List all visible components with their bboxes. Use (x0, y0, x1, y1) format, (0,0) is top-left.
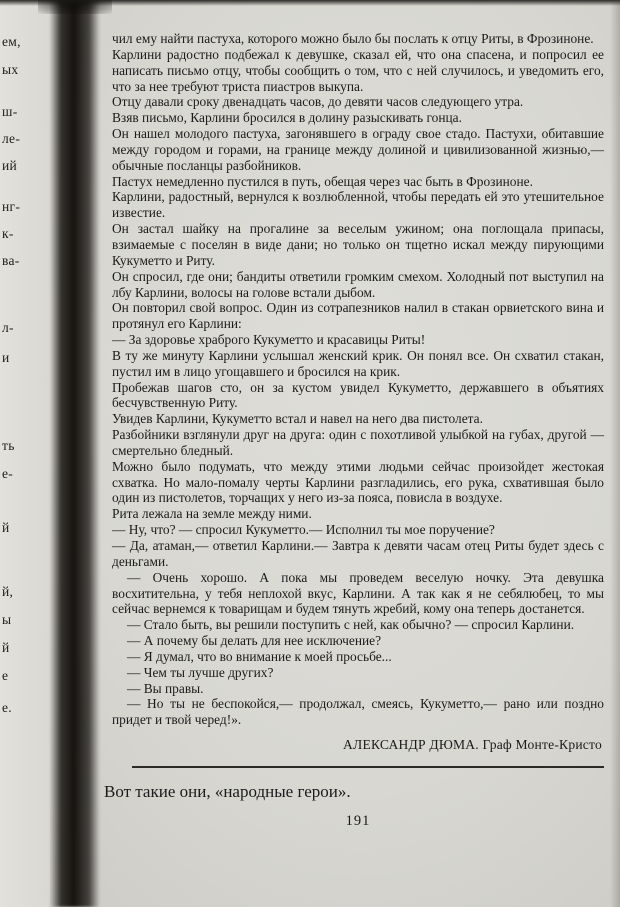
margin-fragments (0, 0, 50, 907)
paragraph: Рита лежала на земле между ними. (112, 506, 312, 522)
paragraph: — За здоровье храброго Кукуметто и красавицы Риты! (112, 332, 426, 348)
scan-top-edge (0, 0, 620, 6)
margin-fragment: е. (2, 700, 12, 715)
paragraph: Отцу давали сроку двенадцать часов, до девяти часов следующего утра. (112, 94, 524, 110)
paragraph: Он повторил свой вопрос. Один из сотрапезников налил в стакан орвиетского вина и протянул его Карлини: (112, 300, 604, 332)
paragraph: — Очень хорошо. А пока мы проведем веселую ночку. Эта девушка восхитительна, у тебя неплохой вкус, Карлини. А так как я не себялюбец, то мы сейчас вернемся к товарищам и будем тянуть жребий, кому она теперь достанется. (112, 569, 604, 617)
margin-fragment: е- (2, 466, 14, 481)
paragraph: Карлини, радостный, вернулся к возлюбленной, чтобы передать ей это утешительное известие. (112, 189, 604, 221)
paragraph: — Я думал, что во внимание к моей просьбе... (127, 648, 392, 664)
paragraph: Разбойники взглянули друг на друга: один с похотливой улыбкой на губах, другой — смертельно бледный. (112, 427, 604, 458)
paragraph: Пробежав шагов сто, он за кустом увидел Кукуметто, державшего в объятиях бесчувственную Риту. (112, 379, 604, 411)
paragraph: Карлини радостно подбежал к девушке, сказал ей, что она спасена, и попросил ее написать письмо отцу, чтобы сообщить о том, что с ней случилось, и уведомить его, что за нее требуют триста пиастров выкупа. (112, 46, 604, 94)
paragraph: — Да, атаман,— ответил Карлини.— Завтра к девяти часам отец Риты будет здесь с деньгами. (112, 538, 604, 569)
scan-right-edge (610, 0, 620, 907)
page-number: 191 (345, 813, 371, 830)
margin-fragment: нг- (2, 199, 21, 214)
margin-fragment: ть (2, 438, 15, 453)
closing-sentence: Вот такие они, «народные герои». (104, 782, 351, 802)
margin-fragment: ле- (2, 131, 21, 146)
attribution-line: АЛЕКСАНДР ДЮМА. Граф Монте-Кристо (343, 737, 602, 753)
margin-fragment: й, (2, 584, 14, 599)
paragraph: Увидев Карлини, Кукуметто встал и навел на него два пистолета. (112, 411, 483, 427)
margin-fragment: л- (2, 320, 14, 335)
paragraph: — Вы правы. (127, 680, 204, 696)
paragraph: — Но ты не беспокойся,— продолжал, смеясь, Кукуметто,— рано или поздно придет и твой черед!». (112, 696, 604, 728)
margin-fragment: ы (2, 612, 12, 627)
paragraph: Он нашел молодого пастуха, загонявшего в ограду свое стадо. Пастухи, обитавшие между городом и горами, на границе между долиной и цивилизованной жизнью,— обычные посланцы разбойников. (112, 126, 604, 173)
section-divider (132, 766, 604, 768)
page-body (104, 31, 604, 830)
margin-fragment: ш- (2, 104, 18, 119)
margin-fragment: ва- (2, 253, 20, 268)
paragraph: — Ну, что? — спросил Кукуметто.— Исполнил ты мое поручение? (112, 522, 495, 538)
paragraph: — Чем ты лучше других? (127, 664, 274, 680)
margin-fragment: е (2, 668, 9, 683)
paragraph: чил ему найти пастуха, которого можно было бы послать к отцу Риты, в Фрозиноне. (112, 31, 594, 46)
paragraph: — А почему бы делать для нее исключение? (127, 633, 382, 649)
margin-fragment: ий (2, 158, 18, 173)
book-gutter-shadow (50, 0, 100, 907)
margin-fragment: й (2, 640, 10, 655)
margin-fragment: ых (2, 62, 19, 77)
paragraph: Можно было подумать, что между этими людьми сейчас произойдет жестокая схватка. Но мало-помалу черты Карлини разгладились, его рука, схватившая было один из пистолетов, торчащих у него из-за пояса, повисла в воздухе. (112, 458, 604, 506)
paragraph: Он спросил, где они; бандиты ответили громким смехом. Холодный пот выступил на лбу Карлини, волосы на голове встали дыбом. (112, 268, 604, 300)
margin-fragment: к- (2, 226, 14, 241)
margin-fragment: й (2, 520, 10, 535)
paragraph: Он застал шайку на прогалине за веселым ужином; она поглощала припасы, взимаемые с поселян в виде дани; но только он тщетно искал между пирующими Кукуметто и Риту. (112, 221, 604, 268)
paragraph: Пастух немедленно пустился в путь, обещая через час быть в Фрозиноне. (112, 173, 533, 189)
paragraph: — Стало быть, вы решили поступить с ней, как обычно? — спросил Карлини. (127, 617, 575, 633)
margin-fragment: ем, (2, 34, 21, 49)
text-block (112, 31, 604, 728)
paragraph: В ту же минуту Карлини услышал женский крик. Он понял все. Он схватил стакан, пустил им в лицо угощавшего и бросился на крик. (112, 347, 604, 379)
paragraph: Взяв письмо, Карлини бросился в долину разыскивать гонца. (112, 110, 462, 126)
margin-fragment: и (2, 350, 10, 365)
